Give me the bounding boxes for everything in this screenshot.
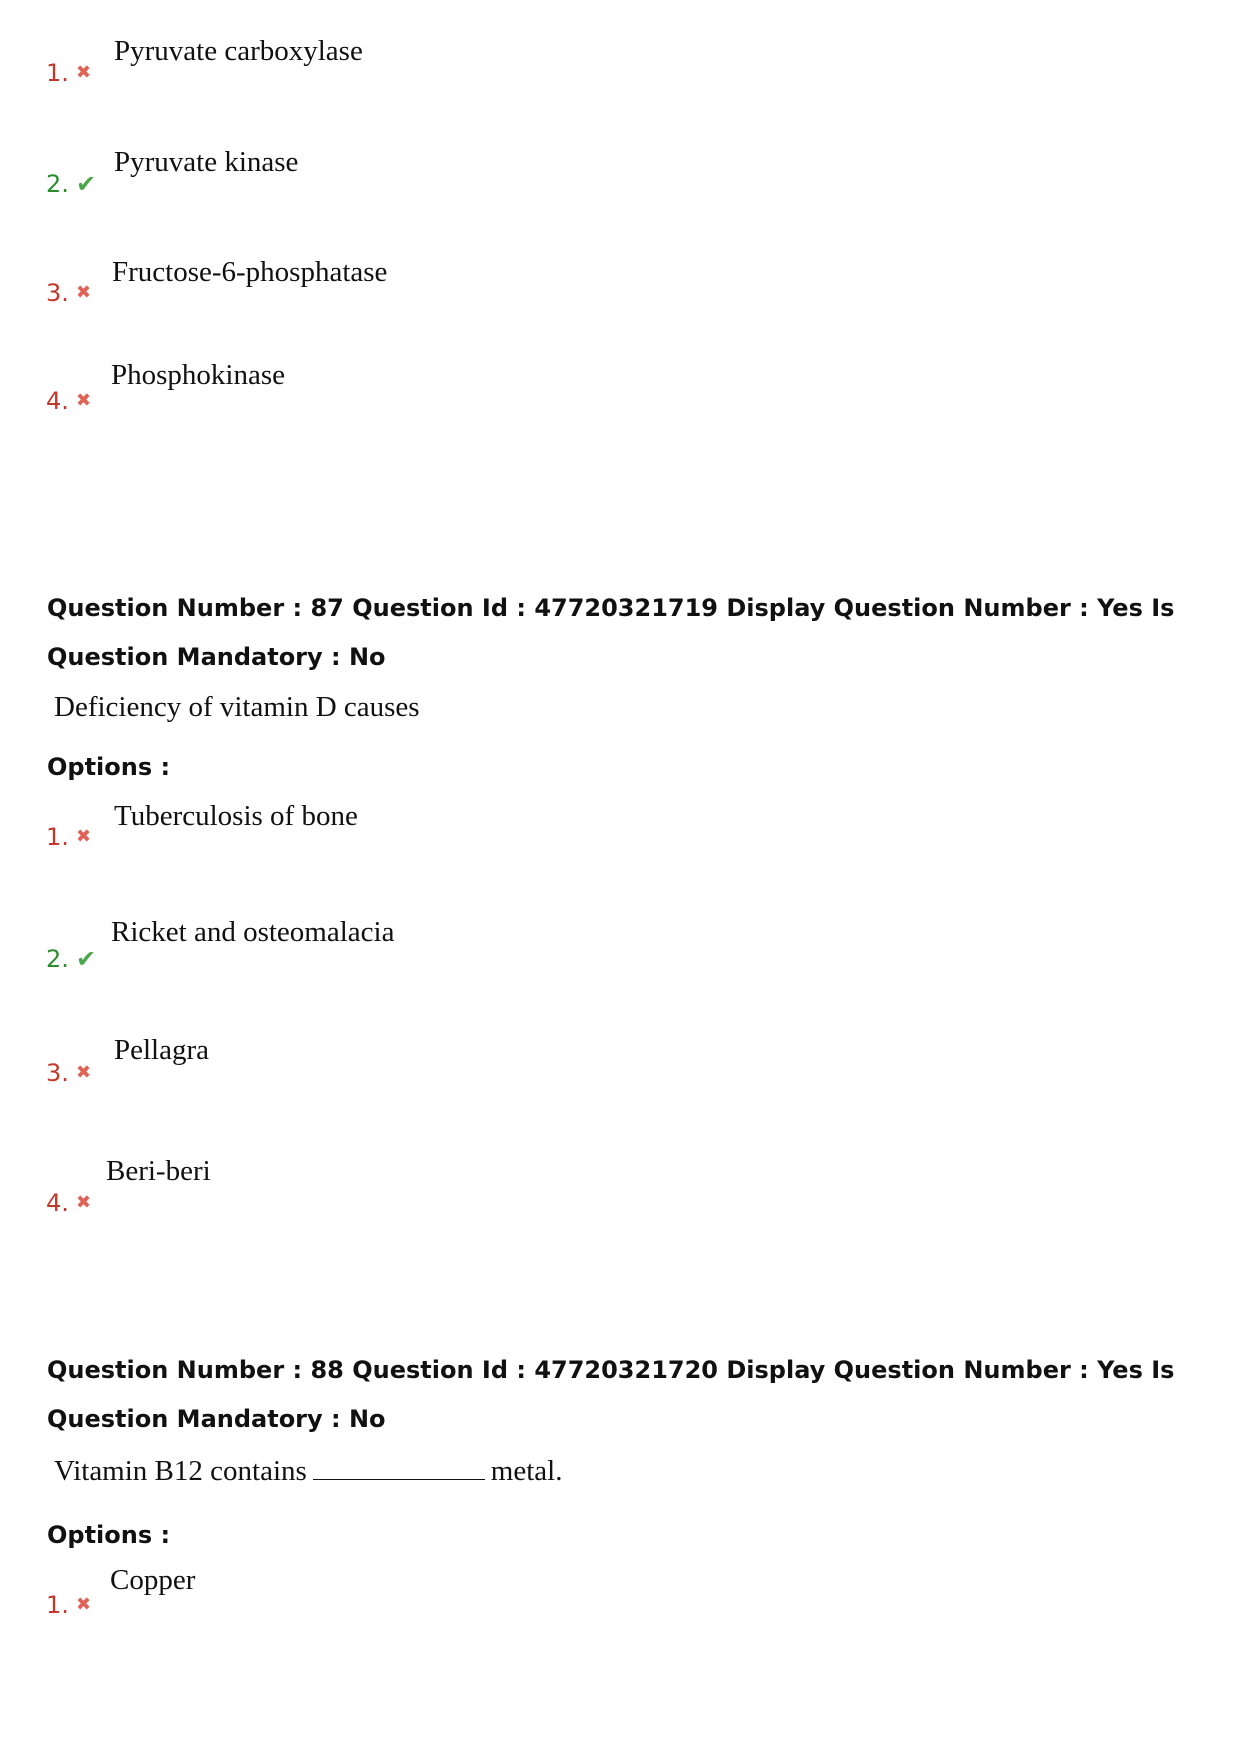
option-number: 2. xyxy=(46,170,69,198)
cross-icon: ✖ xyxy=(76,826,92,847)
cross-icon: ✖ xyxy=(76,62,92,83)
options-label: Options : xyxy=(47,1521,171,1549)
cross-icon: ✖ xyxy=(76,282,92,303)
check-icon: ✔ xyxy=(76,945,97,973)
fill-in-blank xyxy=(313,1455,485,1480)
option-number: 3. xyxy=(46,1059,69,1087)
cross-icon: ✖ xyxy=(76,390,92,411)
question-header: Question Number : 88 Question Id : 47720321720 Display Question Number : Yes Is Question Mandatory : No xyxy=(47,1356,1175,1433)
option-number: 2. xyxy=(46,945,69,973)
option-text: Ricket and osteomalacia xyxy=(111,916,395,948)
option-number: 1. xyxy=(46,1591,69,1619)
question-header: Question Number : 87 Question Id : 47720321719 Display Question Number : Yes Is Question Mandatory : No xyxy=(47,594,1175,671)
option-text: Pellagra xyxy=(114,1034,210,1066)
option-number: 1. xyxy=(46,59,69,87)
options-label: Options : xyxy=(47,753,171,781)
cross-icon: ✖ xyxy=(76,1062,92,1083)
option-text: Fructose-6-phosphatase xyxy=(112,256,388,288)
option-number: 4. xyxy=(46,387,69,415)
option-number: 3. xyxy=(46,279,69,307)
option-text: Phosphokinase xyxy=(111,359,285,391)
cross-icon: ✖ xyxy=(76,1594,92,1615)
cross-icon: ✖ xyxy=(76,1192,92,1213)
question-text-before: Vitamin B12 contains xyxy=(54,1455,307,1487)
option-number: 4. xyxy=(46,1189,69,1217)
question-text-after: metal. xyxy=(490,1455,563,1487)
option-text: Copper xyxy=(110,1564,196,1596)
option-number: 1. xyxy=(46,823,69,851)
option-text: Beri-beri xyxy=(106,1155,211,1187)
option-text: Pyruvate carboxylase xyxy=(114,35,363,67)
question-text xyxy=(54,1451,562,1491)
question-text: Deficiency of vitamin D causes xyxy=(54,691,420,723)
option-text: Tuberculosis of bone xyxy=(114,800,358,832)
option-text: Pyruvate kinase xyxy=(114,146,299,178)
check-icon: ✔ xyxy=(76,170,97,198)
